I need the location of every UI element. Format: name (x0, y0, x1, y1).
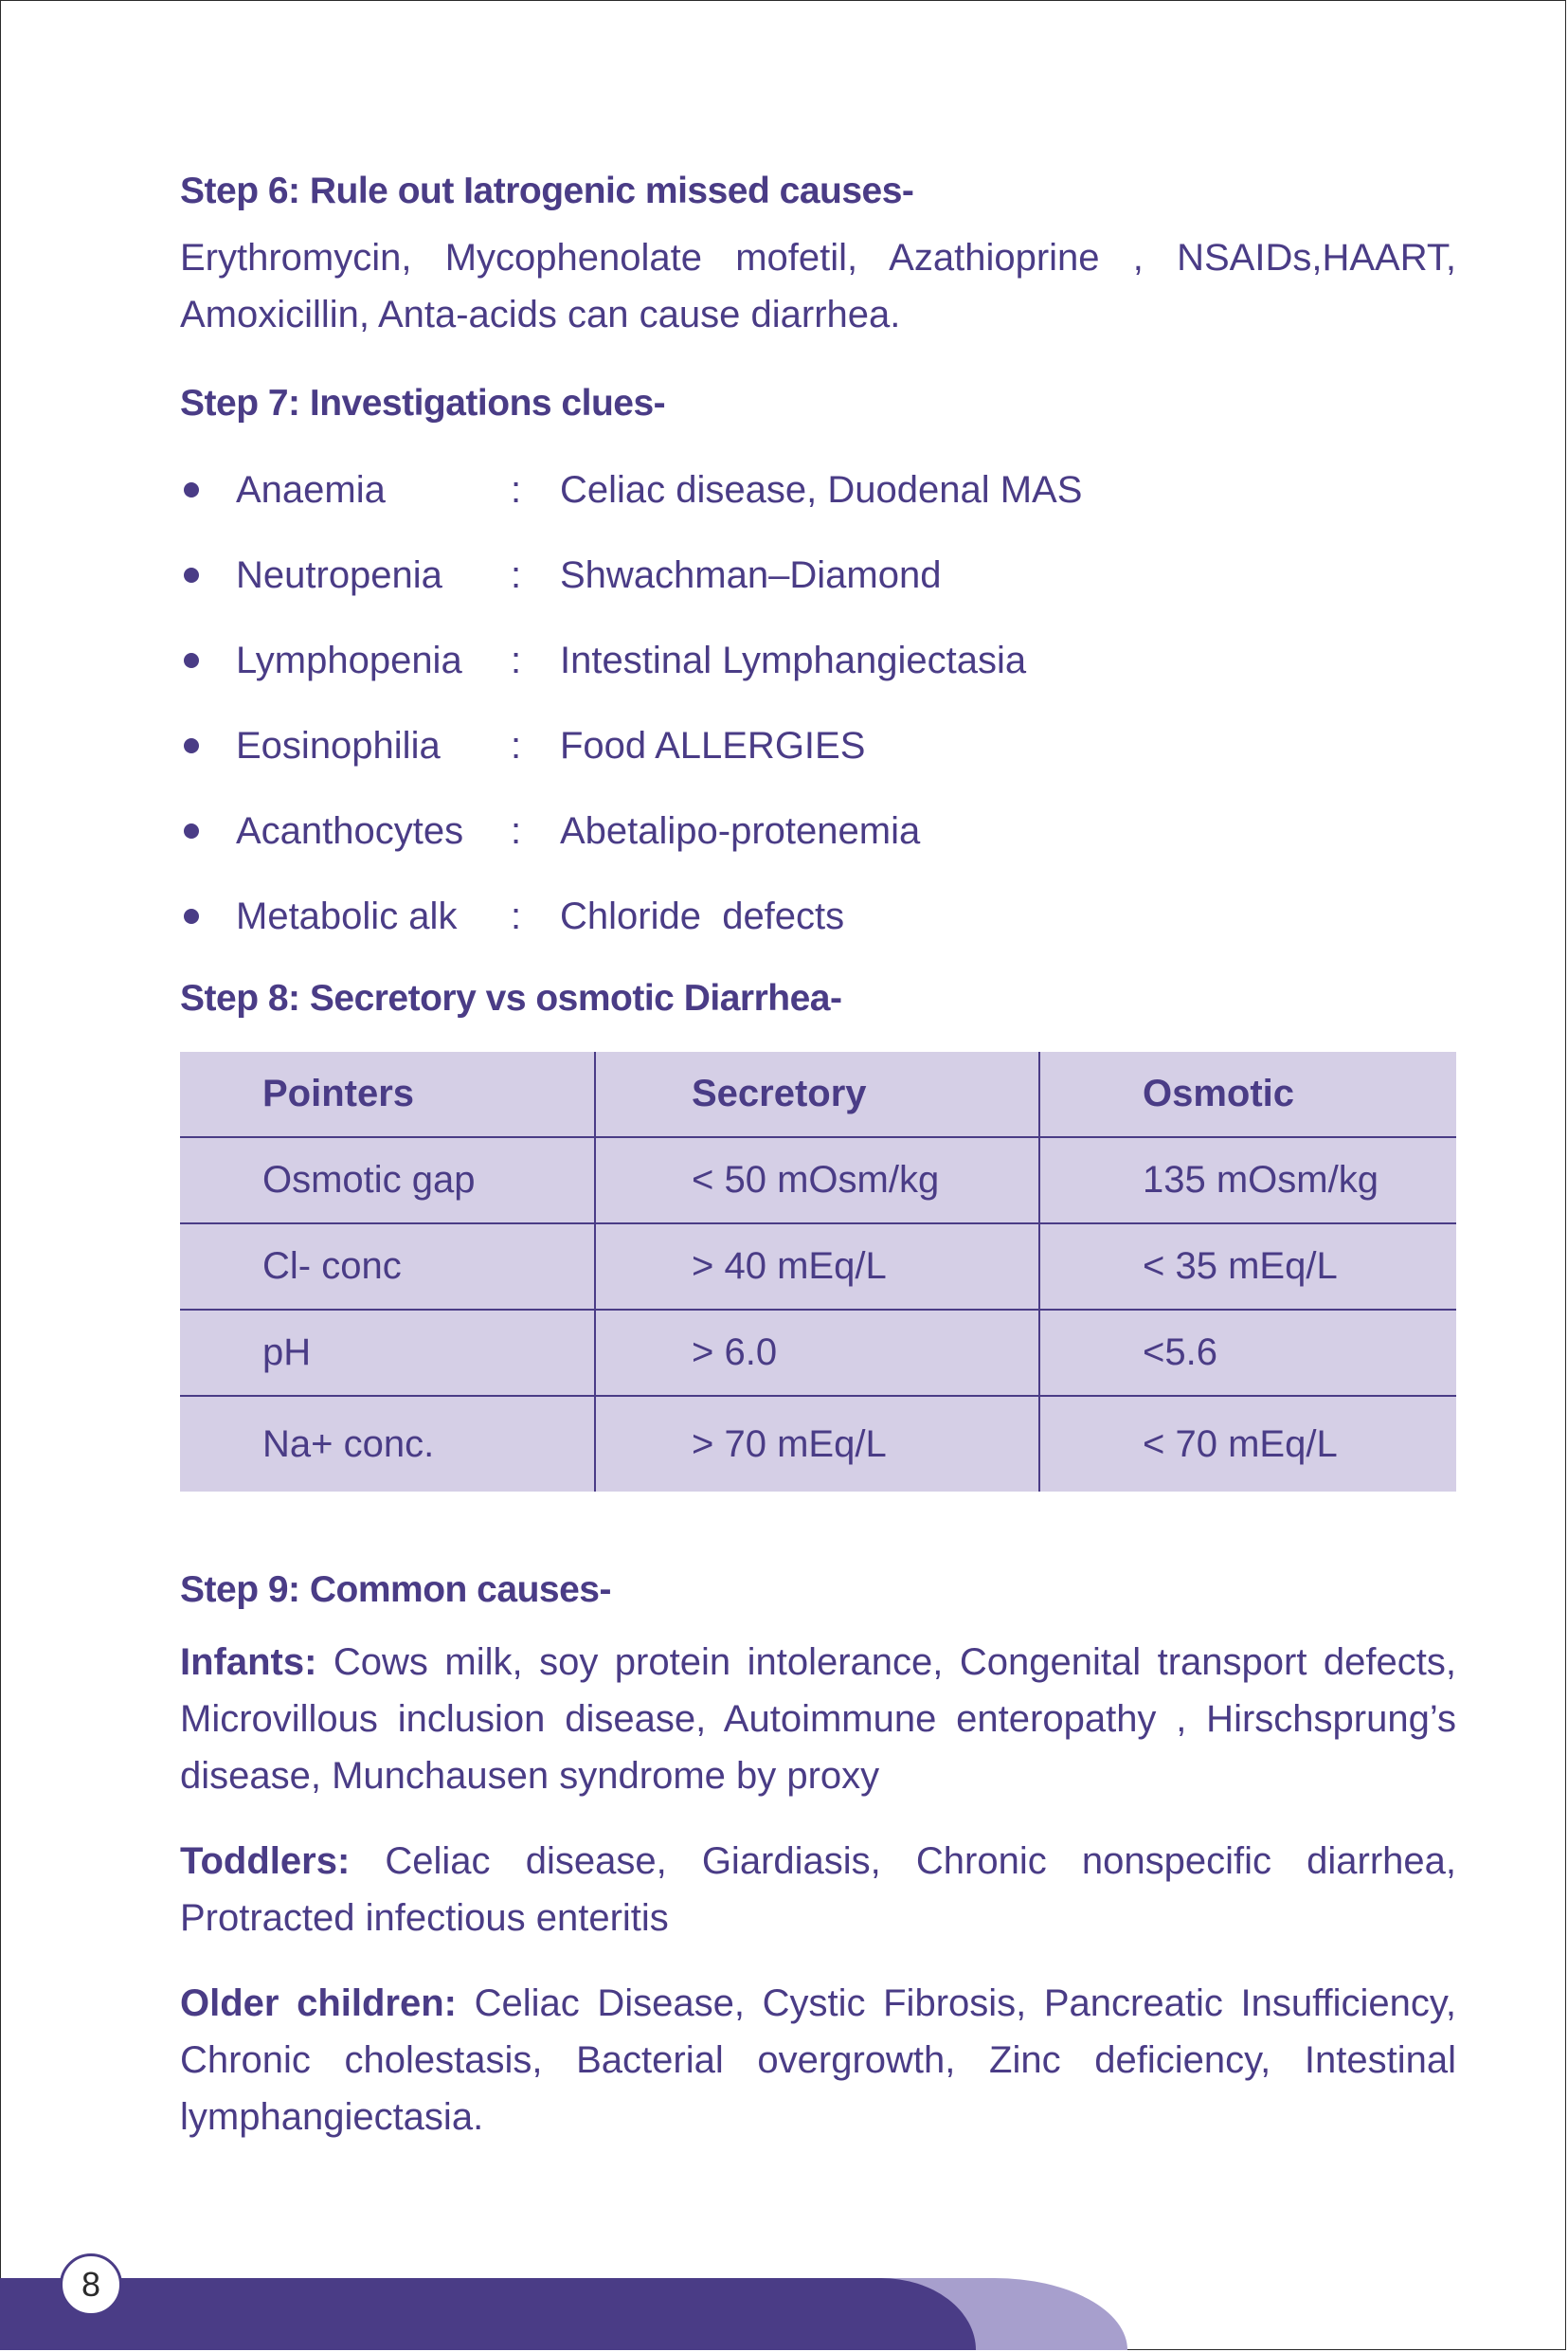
step8-heading: Step 8: Secretory vs osmotic Diarrhea- (180, 978, 842, 1019)
clue-separator: : (511, 640, 522, 681)
bullet-icon (184, 568, 199, 583)
column-header-pointers: Pointers (180, 1052, 595, 1137)
step6-text: Erythromycin, Mycophenolate mofetil, Azathioprine , NSAIDs,HAART, Amoxicillin, Anta-acids can cause diarrhea. (180, 237, 1456, 335)
clue-separator: : (511, 896, 522, 937)
table-cell: > 40 mEq/L (595, 1223, 1039, 1310)
step9-heading: Step 9: Common causes- (180, 1569, 611, 1610)
cause-label: Toddlers: (180, 1840, 351, 1882)
table-cell: pH (180, 1310, 595, 1396)
bullet-icon (184, 738, 199, 753)
clue-value: Abetalipo-protenemia (560, 810, 921, 852)
clue-name: Anaemia (236, 469, 386, 511)
clue-value: Celiac disease, Duodenal MAS (560, 469, 1083, 511)
list-item (180, 618, 1456, 703)
bullet-icon (184, 909, 199, 924)
table-cell: 135 mOsm/kg (1039, 1137, 1456, 1223)
clue-value: Shwachman–Diamond (560, 554, 942, 596)
clue-separator: : (511, 810, 522, 852)
clue-separator: : (511, 725, 522, 767)
clue-value: Food ALLERGIES (560, 725, 866, 767)
clue-name: Metabolic alk (236, 896, 458, 937)
clue-separator: : (511, 554, 522, 596)
column-header-secretory: Secretory (595, 1052, 1039, 1137)
table-cell: Cl- conc (180, 1223, 595, 1310)
table-cell: Na+ conc. (262, 1422, 435, 1465)
clue-name: Eosinophilia (236, 725, 441, 767)
footer-band (0, 2278, 976, 2350)
clue-name: Lymphopenia (236, 640, 462, 681)
bullet-icon (184, 653, 199, 668)
page-number: 8 (60, 2253, 122, 2316)
list-item (180, 874, 1456, 959)
table-cell: > 6.0 (595, 1310, 1039, 1396)
list-item (180, 703, 1456, 788)
table-cell: > 70 mEq/L (595, 1396, 1039, 1492)
cause-text: Cows milk, soy protein intolerance, Congenital transport defects, Microvillous inclusion disease, Autoimmune enteropathy , Hirschsprung’s disease, Munchausen syndrome by proxy (180, 1641, 1456, 1797)
table-row (180, 1396, 1456, 1492)
investigation-clues-list (180, 447, 1456, 959)
table-cell: <5.6 (1039, 1310, 1456, 1396)
clue-separator: : (511, 469, 522, 511)
table-row (180, 1223, 1456, 1310)
cause-infants (180, 1634, 1456, 1804)
table-cell: Osmotic gap (180, 1137, 595, 1223)
cause-label: Infants: (180, 1641, 317, 1683)
clue-value: Intestinal Lymphangiectasia (560, 640, 1027, 681)
table-row (180, 1310, 1456, 1396)
table-row (180, 1137, 1456, 1223)
cause-older-children (180, 1975, 1456, 2145)
bullet-icon (184, 823, 199, 839)
cause-text: Celiac Disease, Cystic Fibrosis, Pancreatic Insufficiency, Chronic cholestasis, Bacterial overgrowth, Zinc deficiency, Intestinal lymphangiectasia. (180, 1982, 1456, 2138)
list-item (180, 533, 1456, 618)
cause-label: Older children: (180, 1982, 457, 2024)
list-item (180, 447, 1456, 533)
clue-value: Chloride defects (560, 896, 845, 937)
table-header-row (180, 1052, 1456, 1137)
step6-heading: Step 6: Rule out Iatrogenic missed causes- (180, 171, 914, 211)
list-item (180, 788, 1456, 874)
table-cell: < 50 mOsm/kg (595, 1137, 1039, 1223)
clue-name: Neutropenia (236, 554, 442, 596)
table-cell: < 70 mEq/L (1039, 1396, 1456, 1492)
table-cell: < 35 mEq/L (1039, 1223, 1456, 1310)
page-content (180, 167, 1456, 2174)
secretory-vs-osmotic-table (180, 1052, 1456, 1492)
bullet-icon (184, 482, 199, 498)
clue-name: Acanthocytes (236, 810, 464, 852)
cause-toddlers (180, 1833, 1456, 1946)
cause-text: Celiac disease, Giardiasis, Chronic nonspecific diarrhea, Protracted infectious enteritis (180, 1840, 1456, 1939)
column-header-osmotic: Osmotic (1039, 1052, 1456, 1137)
step7-heading: Step 7: Investigations clues- (180, 383, 666, 424)
